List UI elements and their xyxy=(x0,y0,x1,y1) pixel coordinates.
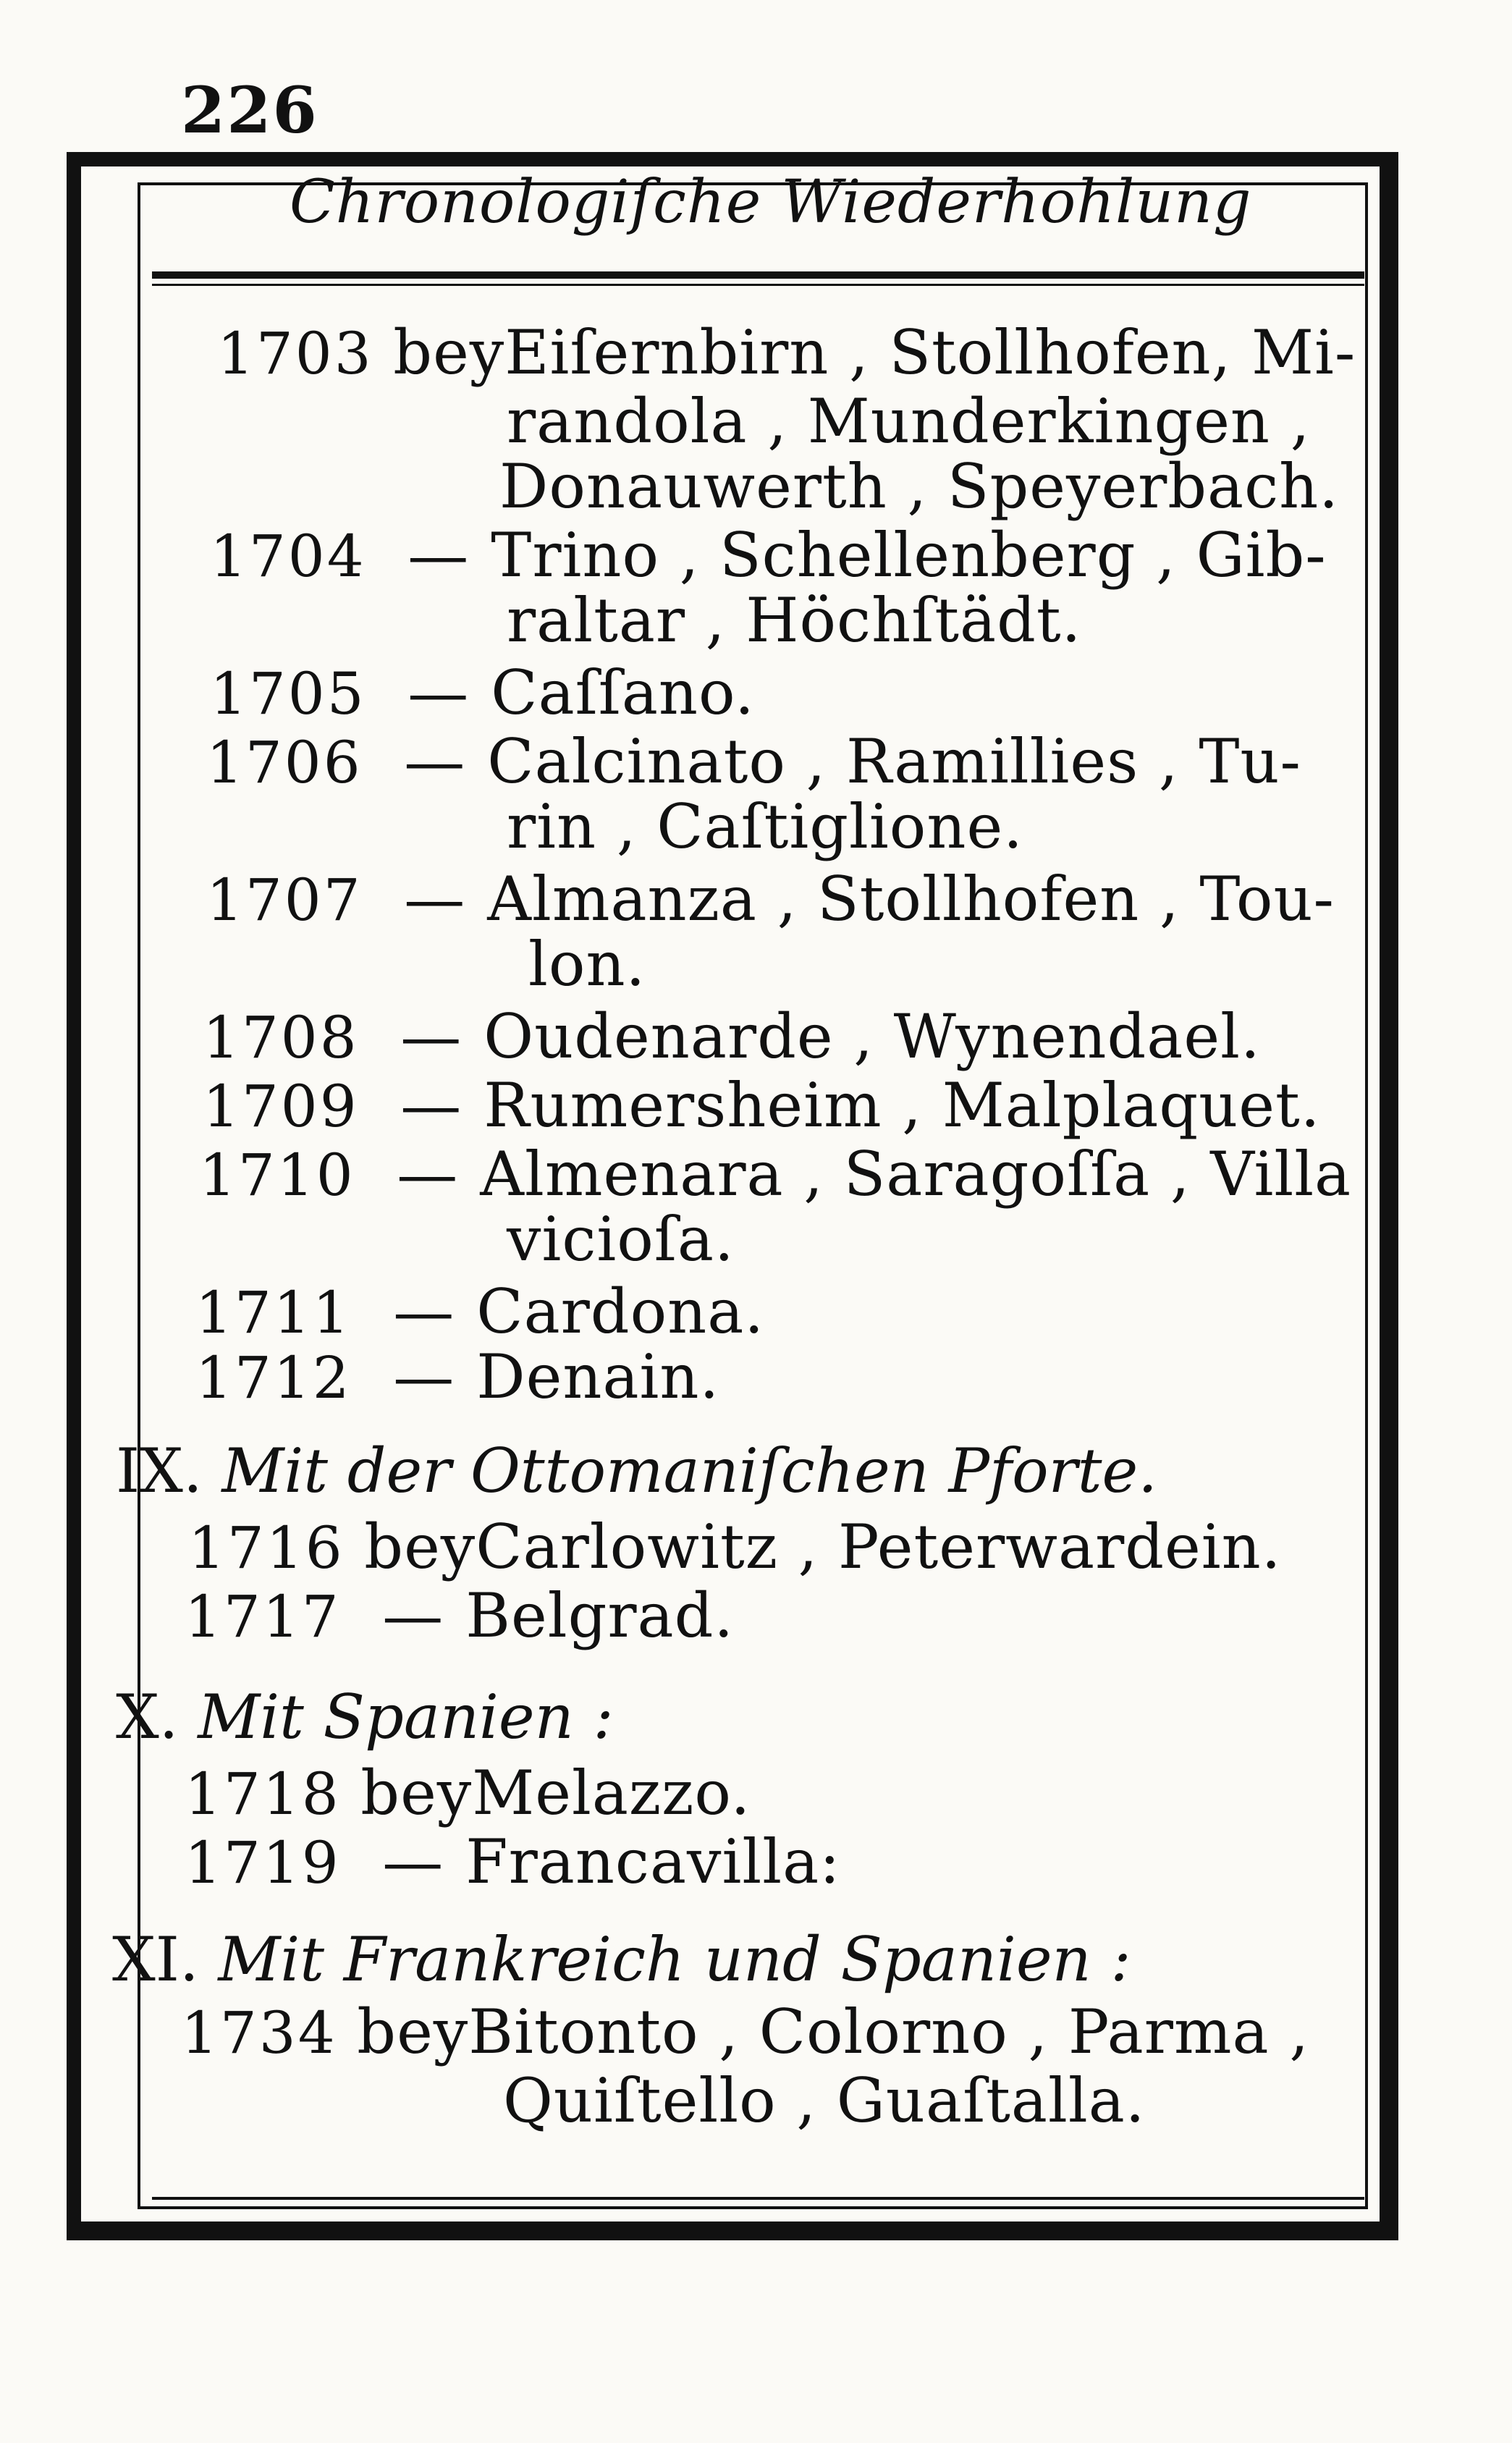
entry-text: Almenara , Saragoſſa , Villa xyxy=(480,1139,1352,1210)
entry-lead: bey xyxy=(393,317,505,388)
entry-lead: — xyxy=(400,1001,463,1072)
entry-text: vicioſa. xyxy=(507,1204,735,1275)
entry-lead: — xyxy=(382,1826,444,1897)
section-heading-x xyxy=(116,1682,614,1752)
page-number: 226 xyxy=(181,72,318,148)
entry-line xyxy=(210,657,755,728)
entry-line xyxy=(185,1580,735,1651)
entry-text: Denain. xyxy=(476,1341,720,1412)
entry-year: 1707 xyxy=(206,866,363,934)
entry-year: 1717 xyxy=(185,1583,341,1650)
entry-line xyxy=(210,520,1327,591)
entry-text: Caſſano. xyxy=(491,657,755,728)
entry-year: 1705 xyxy=(210,660,366,727)
section-heading-xi xyxy=(112,1924,1131,1995)
section-heading-ix xyxy=(116,1435,1157,1506)
entry-text: raltar , Höchſtädt. xyxy=(507,585,1082,656)
running-title: Chronologiſche Wiederhohlung xyxy=(290,168,1252,237)
entry-line xyxy=(499,451,1339,522)
entry-year: 1718 xyxy=(185,1760,341,1828)
entry-line xyxy=(203,1001,1261,1072)
entry-line xyxy=(528,929,646,1000)
entry-year: 1704 xyxy=(210,523,366,590)
section-title: Mit Spanien : xyxy=(198,1682,614,1752)
entry-line xyxy=(507,791,1023,862)
entry-lead: bey xyxy=(364,1511,476,1582)
bottom-rule xyxy=(152,2197,1364,2200)
entry-line xyxy=(206,864,1335,934)
entry-line xyxy=(217,317,1356,388)
entry-lead: — xyxy=(404,726,466,797)
entry-year: 1703 xyxy=(217,320,373,387)
entry-lead: — xyxy=(407,520,470,591)
entry-text: Bitonto , Colorno , Parma , xyxy=(468,1996,1310,2067)
entry-text: Rumersheim , Malplaquet. xyxy=(483,1070,1321,1141)
entry-lead: — xyxy=(400,1070,463,1141)
entry-text: Trino , Schellenberg , Gib- xyxy=(491,520,1327,591)
entry-text: lon. xyxy=(528,929,646,1000)
entry-line xyxy=(195,1276,765,1347)
entry-year: 1711 xyxy=(195,1279,352,1346)
entry-year: 1709 xyxy=(203,1073,359,1140)
entry-lead: bey xyxy=(360,1758,473,1828)
entry-year: 1734 xyxy=(181,1999,337,2067)
entry-text: Belgrad. xyxy=(465,1580,735,1651)
entry-line xyxy=(503,2065,1146,2136)
section-title: Mit Frankreich und Spanien : xyxy=(218,1924,1131,1995)
entry-line xyxy=(206,726,1301,797)
section-numeral: XI. xyxy=(112,1924,199,1995)
entry-year: 1712 xyxy=(195,1344,352,1412)
section-numeral: X. xyxy=(116,1682,179,1752)
entry-text: randola , Munderkingen , xyxy=(507,386,1311,457)
entry-text: Cardona. xyxy=(476,1276,765,1347)
entry-lead: bey xyxy=(357,1996,469,2067)
entry-lead: — xyxy=(382,1580,444,1651)
entry-text: Melazzo. xyxy=(472,1758,751,1828)
entry-lead: — xyxy=(397,1139,459,1210)
entry-text: Donauwerth , Speyerbach. xyxy=(499,451,1339,522)
section-title: Mit der Ottomaniſchen Pforte. xyxy=(221,1435,1157,1506)
entry-lead: — xyxy=(407,657,470,728)
entry-line xyxy=(185,1826,841,1897)
entry-line xyxy=(188,1511,1282,1582)
entry-line xyxy=(507,386,1311,457)
entry-line xyxy=(507,1204,735,1275)
entry-lead: — xyxy=(404,864,466,934)
entry-year: 1716 xyxy=(188,1514,345,1582)
entry-text: Eiſernbirn , Stollhofen, Mi- xyxy=(504,317,1356,388)
entry-line xyxy=(195,1341,720,1412)
entry-line xyxy=(203,1070,1321,1141)
entry-text: Francavilla: xyxy=(465,1826,841,1897)
entry-text: Almanza , Stollhofen , Tou- xyxy=(487,864,1335,934)
entry-text: Oudenarde , Wynendael. xyxy=(483,1001,1261,1072)
entry-year: 1719 xyxy=(185,1829,341,1896)
entry-year: 1708 xyxy=(203,1004,359,1071)
entry-line xyxy=(181,1996,1310,2067)
entry-line xyxy=(199,1139,1352,1210)
entry-line xyxy=(507,585,1082,656)
header-rule xyxy=(152,271,1364,279)
entry-year: 1706 xyxy=(206,729,363,796)
entry-year: 1710 xyxy=(199,1142,355,1209)
entry-line xyxy=(185,1758,751,1828)
entry-text: Quiſtello , Guaſtalla. xyxy=(503,2065,1146,2136)
header-rule-thin xyxy=(152,284,1364,286)
entry-text: Carlowitz , Peterwardein. xyxy=(476,1511,1282,1582)
section-numeral: IX. xyxy=(116,1435,203,1506)
entry-text: rin , Caſtiglione. xyxy=(507,791,1023,862)
entry-text: Calcinato , Ramillies , Tu- xyxy=(487,726,1301,797)
entry-lead: — xyxy=(393,1341,455,1412)
entry-lead: — xyxy=(393,1276,455,1347)
